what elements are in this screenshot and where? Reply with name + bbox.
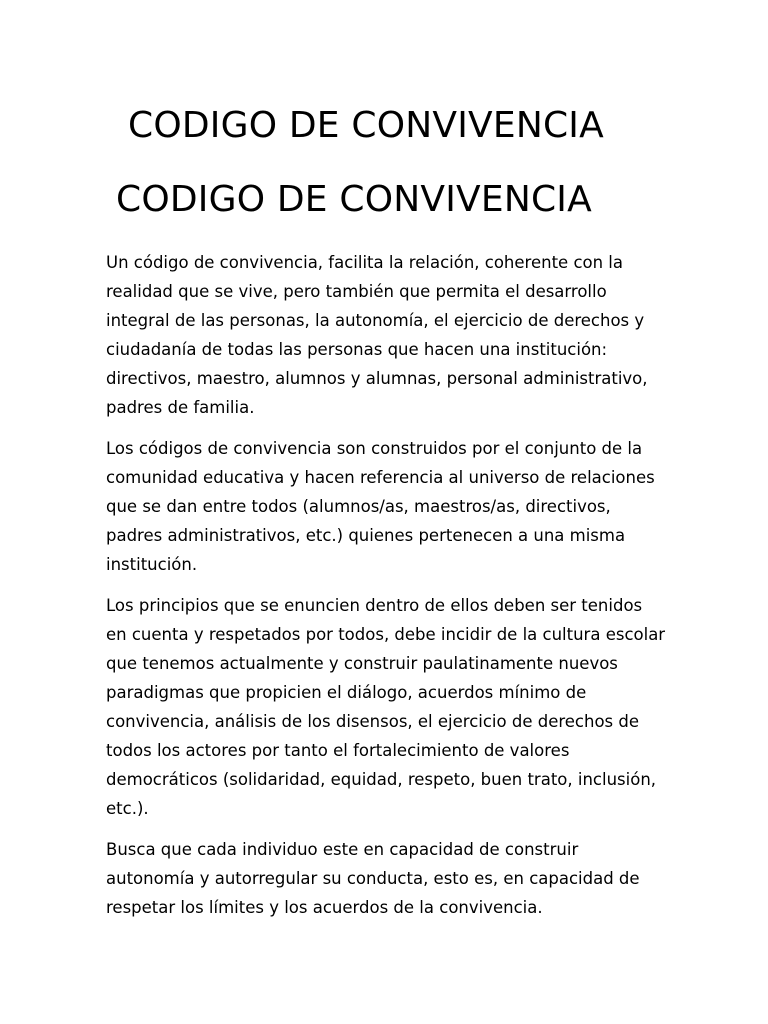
paragraph-2: Los códigos de convivencia son construidos por el conjunto de la comunidad educativa y hacen referencia al universo de relaciones que se dan entre todos (alumnos/as, maestros/as, directivos, padres administrativos, etc.) quienes pertenecen a una misma institución. (106, 439, 655, 574)
document-body (106, 248, 666, 934)
paragraph-3: Los principios que se enuncien dentro de ellos deben ser tenidos en cuenta y respetados por todos, debe incidir de la cultura escolar que tenemos actualmente y construir paulatinamente nuevos paradigmas que propicien el diálogo, acuerdos mínimo de convivencia, análisis de los disensos, el ejercicio de derechos de todos los actores por tanto el fortalecimiento de valores democráticos (solidaridad, equidad, respeto, buen trato, inclusión, etc.). (106, 596, 666, 818)
document-title-repeat: CODIGO DE CONVIVENCIA (116, 179, 592, 220)
paragraph-1: Un código de convivencia, facilita la relación, coherente con la realidad que se vive, pero también que permita el desarrollo integral de las personas, la autonomía, el ejercicio de derechos y ciudadanía de todas las personas que hacen una institución: directivos, maestro, alumnos y alumnas, personal administrativo, padres de familia. (106, 253, 648, 417)
paragraph-4: Busca que cada individuo este en capacidad de construir autonomía y autorregular su conducta, esto es, en capacidad de respetar los límites y los acuerdos de la convivencia. (106, 840, 640, 917)
document-title: CODIGO DE CONVIVENCIA (128, 105, 604, 146)
